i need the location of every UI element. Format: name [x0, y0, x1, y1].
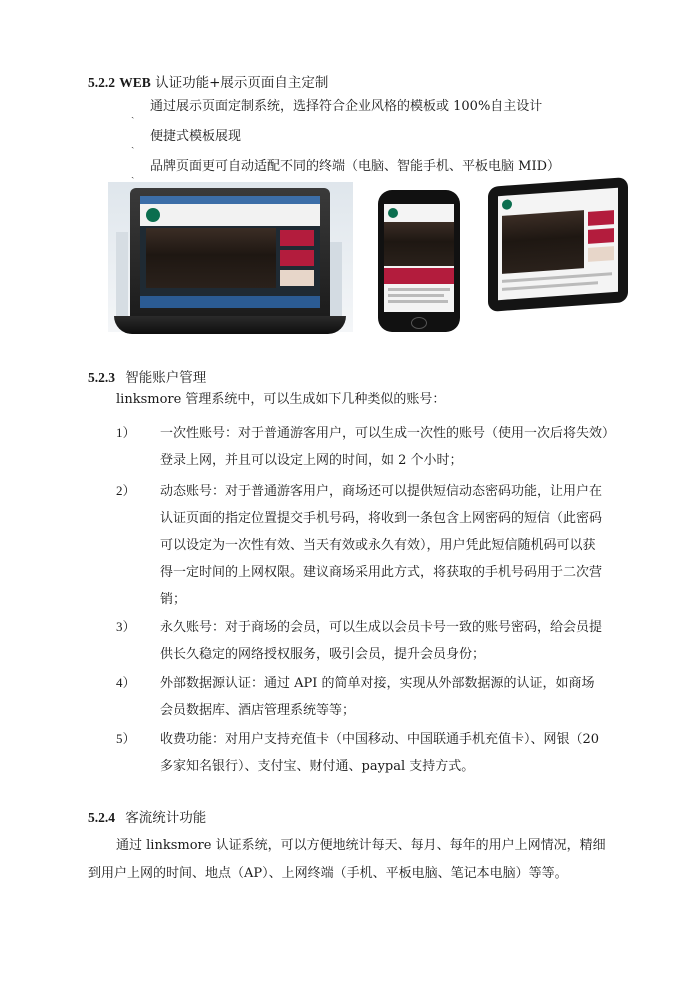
bullet-item-1: 通过展示页面定制系统，选择符合企业风格的模板或 100%自主设计: [150, 99, 543, 114]
list-item-line: 会员数据库、酒店管理系统等等；: [160, 703, 356, 718]
body-line: 到用户上网的时间、地点（AP）、上网终端（手机、平板电脑、笔记本电脑）等等。: [88, 866, 568, 881]
list-item-line: 一次性账号：对于普通游客用户，可以生成一次性的账号（使用一次后将失效）: [160, 426, 616, 441]
heading-number: 5.2.4: [88, 810, 115, 825]
heading-bold: WEB: [119, 75, 151, 90]
list-item-line: 收费功能：对用户支持充值卡（中国移动、中国联通手机充值卡）、网银（20: [160, 732, 600, 747]
list-number: 1）: [116, 425, 136, 440]
heading-text: 智能账户管理: [125, 370, 207, 386]
list-item-line: 永久账号：对于商场的会员，可以生成以会员卡号一致的账号密码，给会员提: [160, 620, 603, 635]
heading-number: 5.2.2: [88, 75, 115, 90]
list-number: 4）: [116, 675, 136, 690]
bullet-icon: ˎ: [131, 108, 135, 119]
body-line: 通过 linksmore 认证系统，可以方便地统计每天、每月、每年的用户上网情况，精细: [116, 838, 606, 853]
bullet-item-2: 便捷式模板展现: [150, 129, 242, 144]
list-number: 5）: [116, 731, 136, 746]
list-item-line: 得一定时间的上网权限。建议商场采用此方式，将获取的手机号码用于二次营: [160, 565, 603, 580]
list-number: 3）: [116, 619, 136, 634]
device-showcase-image: [108, 182, 630, 342]
list-item-line: 认证页面的指定位置提交手机号码，将收到一条包含上网密码的短信（此密码: [160, 511, 603, 526]
heading-5-2-4: [88, 806, 206, 826]
list-item-line: 销；: [160, 592, 187, 607]
laptop-base: [114, 316, 346, 334]
logo-icon: [146, 208, 160, 222]
list-number: 2）: [116, 483, 136, 498]
logo-icon: [502, 199, 512, 210]
intro-paragraph: linksmore 管理系统中，可以生成如下几种类似的账号：: [116, 392, 446, 407]
logo-icon: [388, 208, 398, 218]
bullet-icon: ˎ: [131, 138, 135, 149]
bullet-icon: ˎ: [131, 168, 135, 179]
heading-number: 5.2.3: [88, 370, 115, 385]
list-item-line: 动态账号：对于普通游客用户，商场还可以提供短信动态密码功能，让用户在: [160, 484, 603, 499]
heading-5-2-3: [88, 366, 206, 386]
heading-text: 客流统计功能: [125, 810, 207, 826]
list-item-line: 登录上网，并且可以设定上网的时间，如 2 个小时；: [160, 453, 463, 468]
smartphone: [378, 190, 460, 332]
heading-5-2-2: [88, 71, 328, 91]
tablet: [488, 177, 628, 312]
list-item-line: 供长久稳定的网络授权服务，吸引会员，提升会员身份；: [160, 647, 486, 662]
list-item-line: 外部数据源认证：通过 API 的简单对接，实现从外部数据源的认证，如商场: [160, 676, 595, 691]
list-item-line: 可以设定为一次性有效、当天有效或永久有效），用户凭此短信随机码可以获: [160, 538, 596, 553]
heading-text: 认证功能+展示页面自主定制: [155, 75, 329, 91]
laptop: [130, 188, 330, 316]
bullet-item-3: 品牌页面更可自动适配不同的终端（电脑、智能手机、平板电脑 MID）: [150, 159, 561, 174]
list-item-line: 多家知名银行）、支付宝、财付通、paypal 支持方式。: [160, 759, 475, 774]
